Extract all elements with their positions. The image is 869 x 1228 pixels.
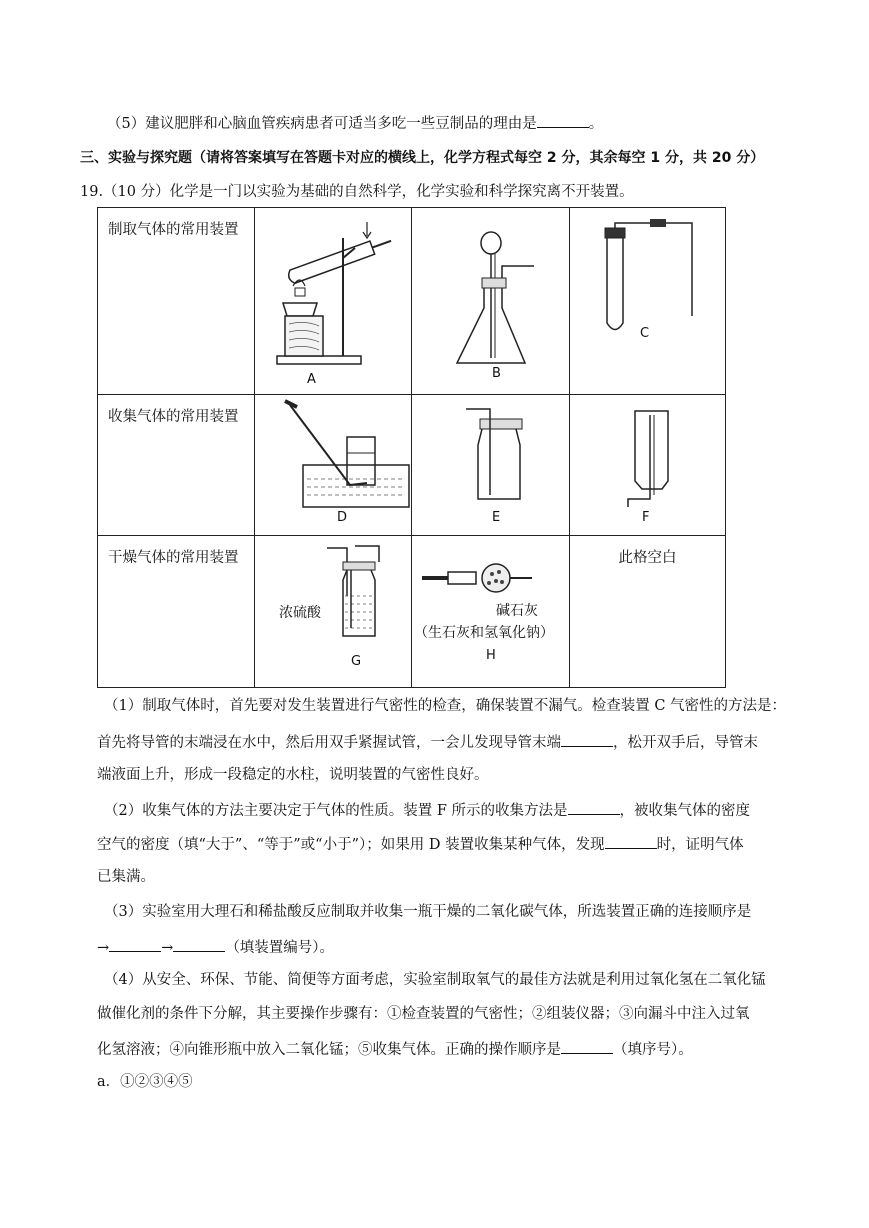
question-4-text-a: 化氢溶液；④向锥形瓶中放入二氧化锰；⑤收集气体。正确的操作顺序是 [97, 1042, 561, 1058]
cell-apparatus-b [412, 208, 570, 395]
blank-cell-text: 此格空白 [618, 550, 677, 566]
row-label-preparation: 制取气体的常用装置 [98, 208, 255, 395]
label-a: A [307, 372, 316, 387]
question-1-line-1: （1）制取气体时，首先要对发生装置进行气密性的检查，确保装置不漏气。检查装置 C 气密性的方法是： [104, 698, 787, 714]
question-1-text-b: ，松开双手后，导管末 [613, 735, 758, 751]
apparatus-h-figure [412, 536, 569, 688]
label-h: H [486, 648, 496, 663]
cell-apparatus-h [412, 536, 570, 688]
question-2-line-3: 已集满。 [97, 869, 155, 885]
cell-apparatus-c [570, 208, 726, 395]
question-2-text-a: （2）收集气体的方法主要决定于气体的性质。装置 F 所示的收集方法是 [104, 803, 568, 819]
question-2-text-b: ，被收集气体的密度 [619, 803, 751, 819]
question-2-line-1 [104, 799, 750, 821]
question-5-text: （5）建议肥胖和心脑血管疾病患者可适当多吃一些豆制品的理由是 [107, 116, 537, 132]
label-e: E [492, 510, 501, 525]
label-soda-lime: 碱石灰 [496, 603, 538, 619]
question-2-line-2 [97, 833, 744, 855]
question-19-intro: 19.（10 分）化学是一门以实验为基础的自然科学，化学实验和科学探究离不开装置。 [80, 184, 634, 200]
apparatus-d-figure [255, 395, 411, 536]
question-5-line [107, 112, 603, 134]
question-1-line-2 [97, 731, 758, 753]
row-label-drying: 干燥气体的常用装置 [98, 536, 255, 688]
question-1-text-a: 首先将导管的末端浸在水中，然后用双手紧握试管，一会儿发现导管末端 [97, 735, 561, 751]
answer-blank[interactable] [109, 936, 161, 952]
label-soda-lime-composition: （生石灰和氢氧化钠） [414, 625, 554, 641]
cell-apparatus-a [255, 208, 412, 395]
cell-blank [570, 536, 726, 688]
apparatus-e-figure [412, 395, 569, 536]
answer-blank[interactable] [537, 112, 589, 128]
label-g: G [351, 654, 362, 669]
apparatus-c-figure [570, 208, 725, 395]
cell-apparatus-g [255, 536, 412, 688]
question-3-text-end: （填装置编号）。 [225, 940, 335, 956]
cell-apparatus-e [412, 395, 570, 536]
question-2-text-d: 时，证明气体 [656, 837, 744, 853]
answer-blank[interactable] [173, 936, 225, 952]
apparatus-a-figure [255, 208, 411, 395]
label-b: B [492, 366, 501, 381]
answer-blank[interactable] [561, 1038, 613, 1054]
apparatus-b-figure [412, 208, 569, 395]
answer-blank[interactable] [561, 731, 613, 747]
option-a: a．①②③④⑤ [97, 1074, 193, 1090]
label-f: F [642, 510, 650, 525]
question-2-text-c: 空气的密度（填“大于”、“等于”或“小于”）；如果用 D 装置收集某种气体，发现 [97, 837, 605, 853]
row-label-collection: 收集气体的常用装置 [98, 395, 255, 536]
answer-blank[interactable] [568, 799, 620, 815]
question-4-line-1: （4）从安全、环保、节能、简便等方面考虑，实验室制取氧气的最佳方法就是利用过氧化氢在二氧化锰 [104, 972, 766, 988]
arrow: → [161, 940, 174, 956]
label-d: D [337, 510, 348, 525]
label-c: C [640, 326, 650, 341]
question-3-line-1: （3）实验室用大理石和稀盐酸反应制取并收集一瓶干燥的二氧化碳气体，所选装置正确的连接顺序是 [104, 904, 752, 920]
period: 。 [588, 116, 604, 132]
question-3-line-2 [97, 936, 334, 958]
answer-blank[interactable] [605, 833, 657, 849]
section-title: 三、实验与探究题（请将答案填写在答题卡对应的横线上，化学方程式每空 2 分，其余每空 1 分，共 20 分） [80, 150, 765, 166]
question-4-text-b: （填序号）。 [613, 1042, 693, 1058]
question-1-line-3: 端液面上升，形成一段稳定的水柱，说明装置的气密性良好。 [97, 767, 489, 783]
question-4-line-2: 做催化剂的条件下分解，其主要操作步骤有：①检查装置的气密性；②组装仪器；③向漏斗中注入过氧 [97, 1006, 750, 1022]
apparatus-table [97, 207, 726, 688]
cell-apparatus-f [570, 395, 726, 536]
arrow: → [97, 940, 110, 956]
question-4-line-3 [97, 1038, 693, 1060]
label-concentrated-sulfuric-acid: 浓硫酸 [279, 605, 321, 621]
cell-apparatus-d [255, 395, 412, 536]
